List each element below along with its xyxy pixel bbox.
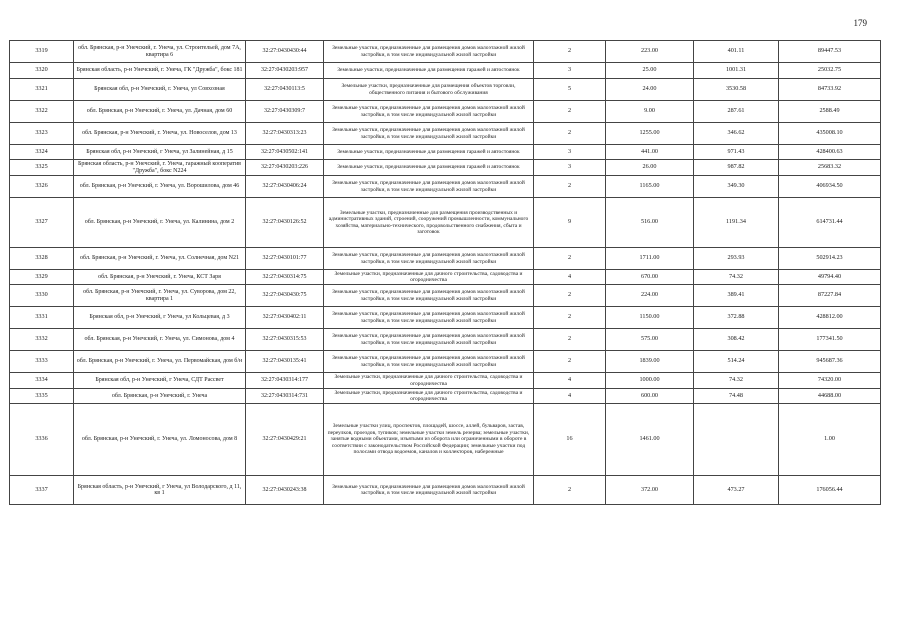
specific-value-cell: 346.62 <box>694 123 779 145</box>
group-cell: 2 <box>534 41 606 63</box>
cadastral-value-cell: 44688.00 <box>779 389 881 404</box>
row-number: 3331 <box>10 307 74 329</box>
area-cell: 1150.00 <box>606 307 694 329</box>
specific-value-cell: 389.41 <box>694 285 779 307</box>
land-use-cell: Земельные участки, предназначенные для размещения производственных и административных зданий, строений, сооружений промышленности, коммунального хозяйства, материально-технического, продовольственного снабжения, сбыта и заготовок <box>324 198 534 248</box>
specific-value-cell: 349.30 <box>694 176 779 198</box>
land-use-cell: Земельные участки, предназначенные для размещения гаражей и автостоянок <box>324 145 534 160</box>
cadastral-number-cell: 32:27:0430243:38 <box>246 476 324 505</box>
row-number: 3334 <box>10 373 74 389</box>
cadastral-number-cell: 32:27:0430309:7 <box>246 101 324 123</box>
area-cell: 516.00 <box>606 198 694 248</box>
address-cell: обл. Брянская, р-н Унечский, г. Унеча, ул. Первомайская, дом б/н <box>74 351 246 373</box>
area-cell: 1461.00 <box>606 404 694 476</box>
table-row <box>10 476 881 505</box>
group-cell: 4 <box>534 373 606 389</box>
cadastral-number-cell: 32:27:0430203:957 <box>246 63 324 79</box>
land-use-cell: Земельные участки, предназначенные для размещения домов малоэтажной жилой застройки, в том числе индивидуальной жилой застройки <box>324 176 534 198</box>
row-number: 3323 <box>10 123 74 145</box>
area-cell: 1255.00 <box>606 123 694 145</box>
cadastral-value-cell: 502914.23 <box>779 248 881 270</box>
area-cell: 372.00 <box>606 476 694 505</box>
address-cell: обл. Брянская, р-н Унечский, г. Унеча, ул. Ломоносова, дом 8 <box>74 404 246 476</box>
address-cell: обл. Брянская, р-н Унечский, г. Унеча, ул. Новоселов, дом 13 <box>74 123 246 145</box>
land-use-cell: Земельные участки, предназначенные для дачного строительства, садоводства и огородничества <box>324 389 534 404</box>
specific-value-cell: 514.24 <box>694 351 779 373</box>
row-number: 3328 <box>10 248 74 270</box>
address-cell: обл. Брянская, р-н Унечский, г. Унеча, ул. Суворова, дом 22, квартира 1 <box>74 285 246 307</box>
land-use-cell: Земельные участки, предназначенные для размещения домов малоэтажной жилой застройки, в том числе индивидуальной жилой застройки <box>324 123 534 145</box>
row-number: 3319 <box>10 41 74 63</box>
row-number: 3332 <box>10 329 74 351</box>
land-use-cell: Земельные участки, предназначенные для размещения домов малоэтажной жилой застройки, в том числе индивидуальной жилой застройки <box>324 476 534 505</box>
cadastral-value-cell: 25683.32 <box>779 160 881 176</box>
address-cell: обл. Брянская, р-н Унечский, г. Унеча <box>74 389 246 404</box>
cadastral-value-cell: 84733.92 <box>779 79 881 101</box>
area-cell: 441.00 <box>606 145 694 160</box>
group-cell: 2 <box>534 248 606 270</box>
specific-value-cell: 1191.34 <box>694 198 779 248</box>
cadastral-number-cell: 32:27:0430314:75 <box>246 270 324 285</box>
specific-value-cell: 287.61 <box>694 101 779 123</box>
group-cell: 16 <box>534 404 606 476</box>
table-row <box>10 285 881 307</box>
cadastral-value-table <box>9 40 881 505</box>
land-use-cell: Земельные участки, предназначенные для дачного строительства, садоводства и огородничества <box>324 270 534 285</box>
land-use-cell: Земельные участки, предназначенные для размещения домов малоэтажной жилой застройки, в том числе индивидуальной жилой застройки <box>324 101 534 123</box>
cadastral-number-cell: 32:27:0430313:23 <box>246 123 324 145</box>
table-row <box>10 63 881 79</box>
area-cell: 1711.00 <box>606 248 694 270</box>
address-cell: обл. Брянская, р-н Унечский, г. Унеча, ул. Дачная, дом 60 <box>74 101 246 123</box>
group-cell: 4 <box>534 270 606 285</box>
area-cell: 1839.00 <box>606 351 694 373</box>
cadastral-value-cell: 176056.44 <box>779 476 881 505</box>
land-use-cell: Земельные участки, предназначенные для размещения домов малоэтажной жилой застройки, в том числе индивидуальной жилой застройки <box>324 248 534 270</box>
specific-value-cell: 74.32 <box>694 373 779 389</box>
specific-value-cell: 1001.31 <box>694 63 779 79</box>
specific-value-cell: 3530.58 <box>694 79 779 101</box>
area-cell: 575.00 <box>606 329 694 351</box>
row-number: 3330 <box>10 285 74 307</box>
address-cell: обл. Брянская, р-н Унечский, г. Унеча, ул. Солнечная, дом N21 <box>74 248 246 270</box>
cadastral-value-cell: 49794.40 <box>779 270 881 285</box>
cadastral-value-cell: 1.00 <box>779 404 881 476</box>
group-cell: 4 <box>534 389 606 404</box>
land-use-cell: Земельные участки, предназначенные для размещения домов малоэтажной жилой застройки, в том числе индивидуальной жилой застройки <box>324 351 534 373</box>
row-number: 3335 <box>10 389 74 404</box>
group-cell: 2 <box>534 329 606 351</box>
row-number: 3325 <box>10 160 74 176</box>
cadastral-value-cell: 428400.63 <box>779 145 881 160</box>
group-cell: 2 <box>534 351 606 373</box>
area-cell: 223.00 <box>606 41 694 63</box>
land-use-cell: Земельные участки, предназначенные для размещения объектов торговли, общественного питания и бытового обслуживания <box>324 79 534 101</box>
group-cell: 2 <box>534 123 606 145</box>
cadastral-value-cell: 614731.44 <box>779 198 881 248</box>
row-number: 3333 <box>10 351 74 373</box>
land-use-cell: Земельные участки улиц, проспектов, площадей, шоссе, аллей, бульваров, застав, переулков, проездов, тупиков; земельные участки земель резерва; земельные участки, занятые водными объектами, изъятыми из оборота или ограниченными в обороте в соответствии с законодательством Российской Федерации; земельные участки под полосами отвода водоемов, каналов и коллекторов, набережные <box>324 404 534 476</box>
specific-value-cell: 372.88 <box>694 307 779 329</box>
row-number: 3337 <box>10 476 74 505</box>
table-row <box>10 160 881 176</box>
table-row <box>10 123 881 145</box>
area-cell: 1000.00 <box>606 373 694 389</box>
land-use-cell: Земельные участки, предназначенные для размещения домов малоэтажной жилой застройки, в том числе индивидуальной жилой застройки <box>324 329 534 351</box>
cadastral-number-cell: 32:27:0430113:5 <box>246 79 324 101</box>
area-cell: 670.00 <box>606 270 694 285</box>
row-number: 3327 <box>10 198 74 248</box>
table-row <box>10 373 881 389</box>
address-cell: Брянская область, р-н Унечский, г. Унеча, гаражный кооператив "Дружба", бокс N224 <box>74 160 246 176</box>
row-number: 3322 <box>10 101 74 123</box>
address-cell: обл. Брянская, р-н Унечский, г. Унеча, ул. Калинина, дом 2 <box>74 198 246 248</box>
specific-value-cell: 308.42 <box>694 329 779 351</box>
address-cell: обл. Брянская, р-н Унечский, г. Унеча, ул. Симонова, дом 4 <box>74 329 246 351</box>
cadastral-value-cell: 428812.00 <box>779 307 881 329</box>
address-cell: Брянская обл, р-н Унечский, г. Унеча, ул Совхозная <box>74 79 246 101</box>
cadastral-number-cell: 32:27:0430126:52 <box>246 198 324 248</box>
cadastral-number-cell: 32:27:0430101:77 <box>246 248 324 270</box>
table-row <box>10 404 881 476</box>
table-row <box>10 351 881 373</box>
cadastral-number-cell: 32:27:0430429:21 <box>246 404 324 476</box>
cadastral-value-cell: 945687.36 <box>779 351 881 373</box>
address-cell: Брянская область, р-н Унечский, г Унеча, ул Володарского, д 11, кв 1 <box>74 476 246 505</box>
table-row <box>10 270 881 285</box>
cadastral-number-cell: 32:27:0430406:24 <box>246 176 324 198</box>
group-cell: 3 <box>534 145 606 160</box>
specific-value-cell <box>694 404 779 476</box>
specific-value-cell: 74.48 <box>694 389 779 404</box>
table-row <box>10 101 881 123</box>
table-row <box>10 176 881 198</box>
cadastral-number-cell: 32:27:0430203:226 <box>246 160 324 176</box>
area-cell: 224.00 <box>606 285 694 307</box>
address-cell: Брянская обл, р-н Унечский, г Унеча, СДТ Рассвет <box>74 373 246 389</box>
land-use-cell: Земельные участки, предназначенные для размещения гаражей и автостоянок <box>324 63 534 79</box>
specific-value-cell: 473.27 <box>694 476 779 505</box>
table-row <box>10 198 881 248</box>
area-cell: 24.00 <box>606 79 694 101</box>
table-row <box>10 248 881 270</box>
table-row <box>10 145 881 160</box>
page-number: 179 <box>853 18 867 28</box>
table-row <box>10 307 881 329</box>
group-cell: 9 <box>534 198 606 248</box>
group-cell: 3 <box>534 63 606 79</box>
address-cell: Брянская область, р-н Унечский, г. Унеча, ГК "Дружба", бокс 181 <box>74 63 246 79</box>
row-number: 3320 <box>10 63 74 79</box>
address-cell: обл. Брянская, р-н Унечский, г. Унеча, КСТ Заря <box>74 270 246 285</box>
specific-value-cell: 971.43 <box>694 145 779 160</box>
land-use-cell: Земельные участки, предназначенные для размещения домов малоэтажной жилой застройки, в том числе индивидуальной жилой застройки <box>324 41 534 63</box>
land-use-cell: Земельные участки, предназначенные для размещения домов малоэтажной жилой застройки, в том числе индивидуальной жилой застройки <box>324 307 534 329</box>
cadastral-number-cell: 32:27:0430314:177 <box>246 373 324 389</box>
address-cell: Брянская обл, р-н Унечский, г Унеча, ул Кольцевая, д 3 <box>74 307 246 329</box>
group-cell: 2 <box>534 307 606 329</box>
cadastral-number-cell: 32:27:0430314:731 <box>246 389 324 404</box>
cadastral-number-cell: 32:27:0430430:75 <box>246 285 324 307</box>
specific-value-cell: 74.32 <box>694 270 779 285</box>
group-cell: 2 <box>534 101 606 123</box>
area-cell: 600.00 <box>606 389 694 404</box>
area-cell: 1165.00 <box>606 176 694 198</box>
row-number: 3321 <box>10 79 74 101</box>
table-row <box>10 329 881 351</box>
table-row <box>10 389 881 404</box>
group-cell: 3 <box>534 160 606 176</box>
group-cell: 2 <box>534 285 606 307</box>
group-cell: 2 <box>534 476 606 505</box>
group-cell: 2 <box>534 176 606 198</box>
cadastral-value-cell: 74320.00 <box>779 373 881 389</box>
area-cell: 26.00 <box>606 160 694 176</box>
cadastral-value-cell: 87227.84 <box>779 285 881 307</box>
area-cell: 9.00 <box>606 101 694 123</box>
table-row <box>10 79 881 101</box>
land-use-cell: Земельные участки, предназначенные для размещения гаражей и автостоянок <box>324 160 534 176</box>
address-cell: обл. Брянская, р-н Унечский, г. Унеча, ул. Строительей, дом 7А, квартира 6 <box>74 41 246 63</box>
specific-value-cell: 293.93 <box>694 248 779 270</box>
row-number: 3324 <box>10 145 74 160</box>
group-cell: 5 <box>534 79 606 101</box>
cadastral-value-cell: 25032.75 <box>779 63 881 79</box>
table-row <box>10 41 881 63</box>
specific-value-cell: 987.82 <box>694 160 779 176</box>
cadastral-value-cell: 406934.50 <box>779 176 881 198</box>
cadastral-value-cell: 89447.53 <box>779 41 881 63</box>
cadastral-number-cell: 32:27:0430135:41 <box>246 351 324 373</box>
land-use-cell: Земельные участки, предназначенные для дачного строительства, садоводства и огородничества <box>324 373 534 389</box>
cadastral-value-cell: 435008.10 <box>779 123 881 145</box>
cadastral-number-cell: 32:27:0430502:141 <box>246 145 324 160</box>
address-cell: обл. Брянская, р-н Унечский, г. Унеча, ул. Ворошилова, дом 46 <box>74 176 246 198</box>
row-number: 3329 <box>10 270 74 285</box>
address-cell: Брянская обл, р-н Унечский, г Унеча, ул Залинейная, д 15 <box>74 145 246 160</box>
specific-value-cell: 401.11 <box>694 41 779 63</box>
area-cell: 25.00 <box>606 63 694 79</box>
row-number: 3326 <box>10 176 74 198</box>
cadastral-number-cell: 32:27:0430315:53 <box>246 329 324 351</box>
cadastral-number-cell: 32:27:0430402:11 <box>246 307 324 329</box>
row-number: 3336 <box>10 404 74 476</box>
land-use-cell: Земельные участки, предназначенные для размещения домов малоэтажной жилой застройки, в том числе индивидуальной жилой застройки <box>324 285 534 307</box>
cadastral-value-cell: 2588.49 <box>779 101 881 123</box>
cadastral-value-cell: 177341.50 <box>779 329 881 351</box>
cadastral-number-cell: 32:27:0430430:44 <box>246 41 324 63</box>
